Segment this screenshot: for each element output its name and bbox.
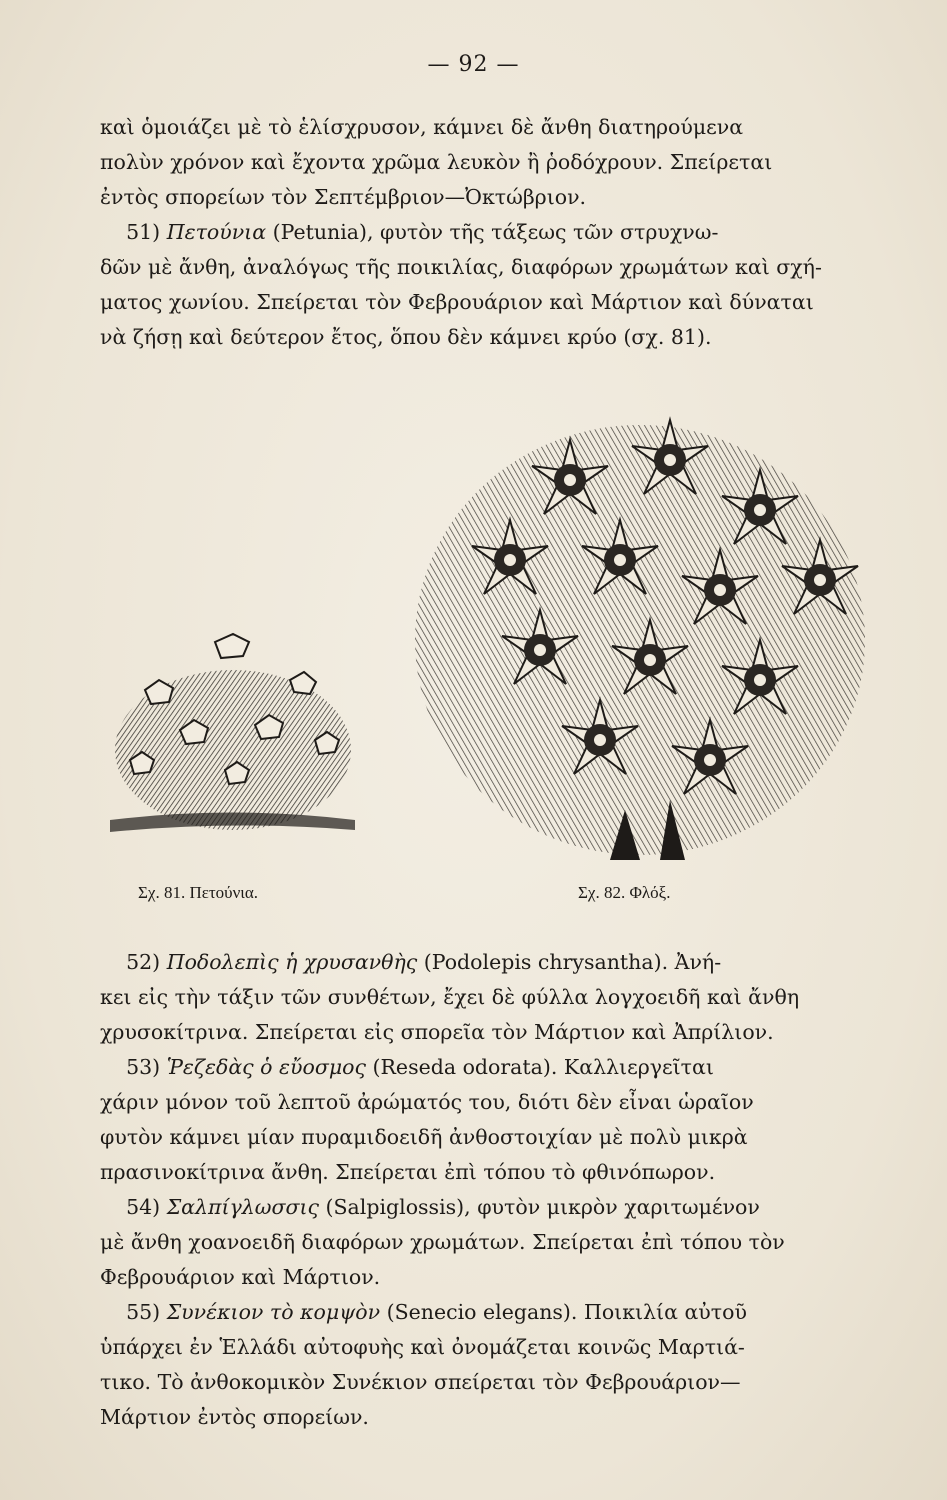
text-line: τικο. Τὸ ἀνθοκομικὸν Συνέκιον σπείρεται τὸν Φεβρουάριον— — [100, 1370, 741, 1394]
latin-name: (Senecio elegans). — [380, 1300, 578, 1324]
entry-text: Ἀνή- — [674, 950, 722, 974]
figure-82-caption: Σχ. 82. Φλόξ. — [578, 883, 671, 902]
entry-first-line — [100, 1295, 880, 1330]
plant-name: Πετούνια — [166, 220, 267, 244]
entry-51-petunia — [100, 215, 880, 355]
plant-name: Ῥεζεδὰς ὁ εὔοσμος — [166, 1055, 366, 1079]
text-line: ἐντὸς σπορείων τὸν Σεπτέμβριον—Ὀκτώβριον. — [100, 185, 587, 209]
text-line: δῶν μὲ ἄνθη, ἀναλόγως τῆς ποικιλίας, διαφόρων χρωμάτων καὶ σχή- — [100, 255, 822, 279]
entry-52-podolepis — [100, 945, 880, 1050]
latin-name: (Petunia), — [266, 220, 374, 244]
entry-text: Ποικιλία αὐτοῦ — [577, 1300, 747, 1324]
entry-text: φυτὸν μικρὸν χαριτωμένον — [470, 1195, 760, 1219]
text-line: χάριν μόνον τοῦ λεπτοῦ ἀρώματός του, διότι δὲν εἶναι ὡραῖον — [100, 1090, 754, 1114]
plant-name: Συνέκιον τὸ κομψὸν — [166, 1300, 381, 1324]
latin-name: (Podolepis chrysantha). — [417, 950, 675, 974]
entry-first-line — [100, 1050, 880, 1085]
petunia-engraving — [105, 620, 360, 845]
text-line: ὑπάρχει ἐν Ἑλλάδι αὐτοφυὴς καὶ ὀνομάζεται κοινῶς Μαρτιά- — [100, 1335, 745, 1359]
entry-54-salpiglossis — [100, 1190, 880, 1295]
text-line: κει εἰς τὴν τάξιν τῶν συνθέτων, ἔχει δὲ φύλλα λογχοειδῆ καὶ ἄνθη — [100, 985, 800, 1009]
text-line: Φεβρουάριον καὶ Μάρτιον. — [100, 1265, 381, 1289]
entry-text: φυτὸν τῆς τάξεως τῶν στρυχνω- — [373, 220, 719, 244]
figure-81-caption: Σχ. 81. Πετούνια. — [138, 883, 259, 902]
entry-number: 53) — [126, 1055, 167, 1079]
text-line: πρασινοκίτρινα ἄνθη. Σπείρεται ἐπὶ τόπου τὸ φθινόπωρον. — [100, 1160, 716, 1184]
intro-paragraph — [100, 110, 880, 215]
plant-name: Σαλπίγλωσσις — [166, 1195, 319, 1219]
entry-number: 55) — [126, 1300, 167, 1324]
latin-name: (Reseda odorata). — [365, 1055, 558, 1079]
entry-55-senecio — [100, 1295, 880, 1435]
plant-name: Ποδολεπὶς ἡ χρυσανθὴς — [166, 950, 418, 974]
page-number: — 92 — — [427, 52, 520, 77]
text-line: χρυσοκίτρινα. Σπείρεται εἰς σπορεῖα τὸν Μάρτιον καὶ Ἀπρίλιον. — [100, 1020, 774, 1044]
text-line: Μάρτιον ἐντὸς σπορείων. — [100, 1405, 369, 1429]
text-line: πολὺν χρόνον καὶ ἔχοντα χρῶμα λευκὸν ἢ ῥοδόχρουν. Σπείρεται — [100, 150, 773, 174]
entry-number: 54) — [126, 1195, 167, 1219]
phlox-engraving — [410, 390, 870, 880]
latin-name: (Salpiglossis), — [319, 1195, 471, 1219]
entry-first-line — [100, 945, 880, 980]
text-line: καὶ ὁμοιάζει μὲ τὸ ἑλίσχρυσον, κάμνει δὲ ἄνθη διατηρούμενα — [100, 115, 744, 139]
entry-number: 52) — [126, 950, 167, 974]
entry-53-reseda — [100, 1050, 880, 1190]
entry-number: 51) — [126, 220, 167, 244]
text-line: φυτὸν κάμνει μίαν πυραμιδοειδῆ ἀνθοστοιχίαν μὲ πολὺ μικρὰ — [100, 1125, 748, 1149]
text-line: μὲ ἄνθη χοανοειδῆ διαφόρων χρωμάτων. Σπείρεται ἐπὶ τόπου τὸν — [100, 1230, 785, 1254]
entry-first-line — [100, 215, 880, 250]
text-line: ματος χωνίου. Σπείρεται τὸν Φεβρουάριον καὶ Μάρτιον καὶ δύναται — [100, 290, 814, 314]
text-line: νὰ ζήσῃ καὶ δεύτερον ἔτος, ὅπου δὲν κάμνει κρύο (σχ. 81). — [100, 325, 712, 349]
entry-text: Καλλιεργεῖται — [557, 1055, 714, 1079]
entry-first-line — [100, 1190, 880, 1225]
